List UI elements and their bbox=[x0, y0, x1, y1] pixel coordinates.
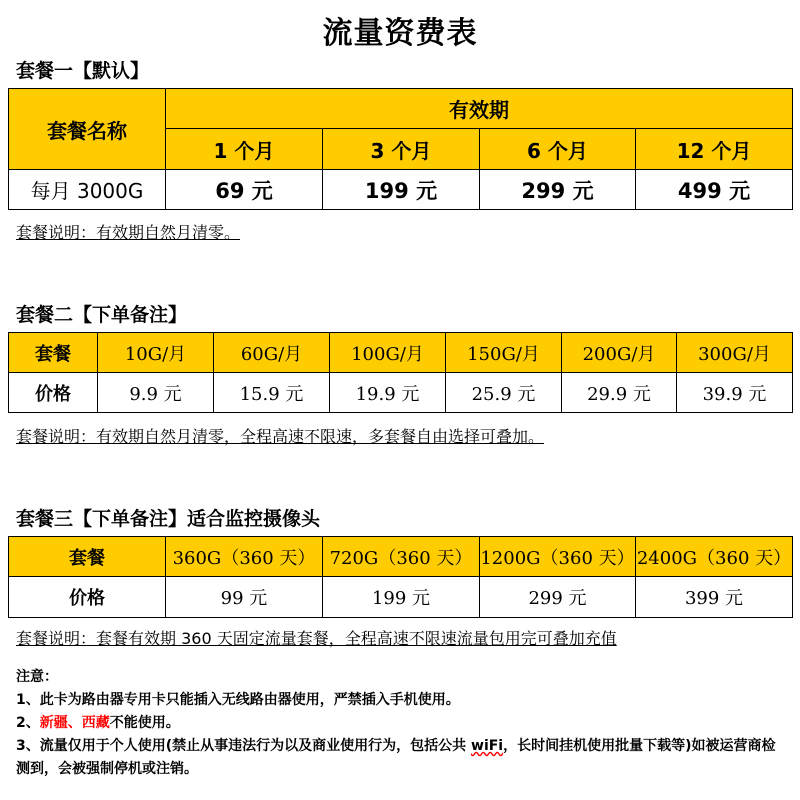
plan2-package: 200G/月 bbox=[562, 333, 677, 373]
plan3-note: 套餐说明：套餐有效期 360 天固定流量套餐，全程高速不限速流量包用完可叠加充值 bbox=[16, 629, 617, 648]
notice-line-2-prefix: 2、 bbox=[16, 715, 40, 731]
plan3-price: 199 元 bbox=[323, 577, 480, 618]
plan2-note: 套餐说明：有效期自然月清零，全程高速不限速，多套餐自由选择可叠加。 bbox=[16, 427, 545, 446]
plan3-package: 2400G（360 天） bbox=[636, 537, 793, 577]
plan1-row-name: 每月 3000G bbox=[9, 170, 166, 210]
plan2-price: 19.9 元 bbox=[330, 373, 446, 413]
plan3-title: 套餐三【下单备注】适合监控摄像头 bbox=[16, 508, 321, 530]
plan1-period: 1 个月 bbox=[166, 129, 323, 170]
notice-line-2 bbox=[16, 712, 786, 735]
plan2-package: 150G/月 bbox=[446, 333, 562, 373]
plan1-note: 套餐说明：有效期自然月清零。 bbox=[16, 223, 241, 242]
plan3-price: 99 元 bbox=[166, 577, 323, 618]
plan2-price: 9.9 元 bbox=[98, 373, 214, 413]
plan2-price-label: 价格 bbox=[9, 373, 98, 413]
plan3-package: 360G（360 天） bbox=[166, 537, 323, 577]
plan2-price: 25.9 元 bbox=[446, 373, 562, 413]
notice-line-2-suffix: 不能使用。 bbox=[109, 715, 180, 731]
plan1-price: 69 元 bbox=[166, 170, 323, 210]
plan2-price: 39.9 元 bbox=[677, 373, 793, 413]
plan3-table bbox=[8, 536, 793, 618]
plan2-package: 100G/月 bbox=[330, 333, 446, 373]
notice-line-1: 1、此卡为路由器专用卡只能插入无线路由器使用，严禁插入手机使用。 bbox=[16, 692, 460, 708]
plan2-header-label: 套餐 bbox=[9, 333, 98, 373]
plan2-package: 60G/月 bbox=[214, 333, 330, 373]
plan1-period: 12 个月 bbox=[636, 129, 793, 170]
plan2-table bbox=[8, 332, 793, 413]
plan2-title: 套餐二【下单备注】 bbox=[16, 304, 188, 326]
plan3-header-label: 套餐 bbox=[9, 537, 166, 577]
plan3-price: 399 元 bbox=[636, 577, 793, 618]
plan3-price-label: 价格 bbox=[9, 577, 166, 618]
plan3-package: 1200G（360 天） bbox=[480, 537, 636, 577]
notice-line-3-wifi: wiFi bbox=[471, 738, 504, 754]
plan1-period: 6 个月 bbox=[480, 129, 636, 170]
plan3-package: 720G（360 天） bbox=[323, 537, 480, 577]
plan1-header-validity: 有效期 bbox=[166, 89, 793, 129]
notice-line-3-part2: ，长时间挂机使用批量下载等)如被运营商检测到，会被强制停机或注销。 bbox=[16, 738, 776, 777]
plan1-price: 299 元 bbox=[480, 170, 636, 210]
plan1-table bbox=[8, 88, 793, 210]
notice-line-3 bbox=[16, 735, 786, 781]
notice-line-2-regions: 新疆、西藏 bbox=[39, 715, 110, 731]
notice-line-3-part1: 3、流量仅用于个人使用(禁止从事违法行为以及商业使用行为，包括公共 bbox=[16, 738, 472, 754]
plan2-package: 10G/月 bbox=[98, 333, 214, 373]
notice-heading: 注意： bbox=[16, 669, 58, 685]
plan1-title: 套餐一【默认】 bbox=[16, 60, 150, 82]
notice-block bbox=[16, 666, 786, 781]
plan2-package: 300G/月 bbox=[677, 333, 793, 373]
plan1-price: 199 元 bbox=[323, 170, 480, 210]
plan3-price: 299 元 bbox=[480, 577, 636, 618]
page-title: 流量资费表 bbox=[322, 16, 478, 51]
plan2-price: 15.9 元 bbox=[214, 373, 330, 413]
plan2-price: 29.9 元 bbox=[562, 373, 677, 413]
plan1-period: 3 个月 bbox=[323, 129, 480, 170]
plan1-price: 499 元 bbox=[636, 170, 793, 210]
plan1-header-name: 套餐名称 bbox=[9, 89, 166, 170]
